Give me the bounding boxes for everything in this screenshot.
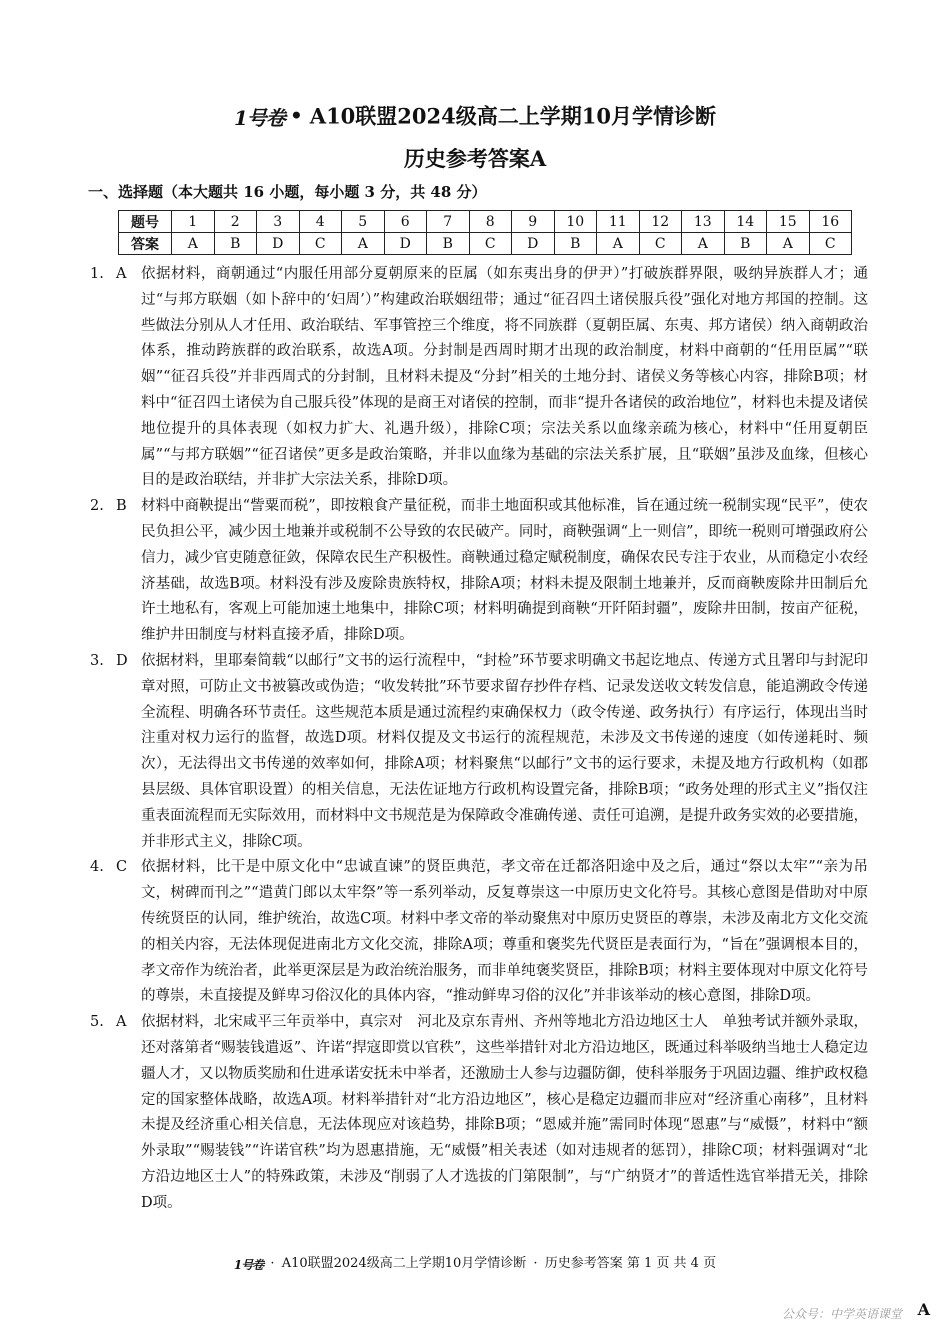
answer-cell: C — [469, 233, 512, 255]
question-number: 1. — [90, 266, 104, 282]
answer-letter: A — [116, 1014, 127, 1031]
footer-separator: · — [270, 1256, 275, 1271]
explanation-item — [88, 494, 868, 649]
answer-letter: B — [116, 498, 127, 515]
document-header — [0, 98, 950, 138]
answer-cell: B — [214, 233, 257, 255]
answer-cell: A — [597, 233, 640, 255]
question-number-cell: 6 — [384, 211, 427, 233]
footer-brand-logo: 1号卷 — [233, 1258, 264, 1272]
answer-cell: A — [342, 233, 385, 255]
answer-cell: C — [809, 233, 852, 255]
question-number-cell: 7 — [427, 211, 470, 233]
row-label: 答案 — [119, 233, 172, 255]
answer-letter: C — [116, 859, 128, 876]
question-number-cell: 16 — [809, 211, 852, 233]
explanation-list — [88, 262, 868, 1216]
question-number-cell: 10 — [554, 211, 597, 233]
explanation-item — [88, 262, 868, 494]
explanation-text: 依据材料，比干是中原文化中“忠诚直谏”的贤臣典范，孝文帝在迁都洛阳途中及之后，通过“祭以太牢”“亲为吊文，树碑而刊之”“遣黄门郎以太牢祭”等一系列举动，反复尊崇这一中原历史文化符号。其核心意图是借助对中原传统贤臣的认同，维护统治，故选C项。材料中孝文帝的举动聚焦对中原历史贤臣的尊崇，未涉及南北方文化交流的相关内容，无法体现促进南北方文化交流，排除A项；尊重和褒奖先代贤臣是表面行为，“旨在”强调根本目的，孝文帝作为统治者，此举更深层是为政治统治服务，而非单纯褒奖贤臣，排除B项；材料主要体现对中原文化符号的尊崇，未直接提及鲜卑习俗汉化的具体内容，“推动鲜卑习俗的汉化”并非该举动的核心意图，排除D项。 — [141, 859, 868, 1005]
explanation-item — [88, 649, 868, 855]
answer-cell: D — [512, 233, 555, 255]
answer-cell: A — [682, 233, 725, 255]
explanation-item — [88, 855, 868, 1010]
question-number-cell: 8 — [469, 211, 512, 233]
watermark: 公众号：中学英语课堂 — [781, 1307, 902, 1321]
brand-logo: 1号卷 — [234, 106, 285, 130]
answer-cell: C — [299, 233, 342, 255]
question-number-cell: 4 — [299, 211, 342, 233]
question-number: 5. — [90, 1014, 104, 1031]
question-number: 3. — [90, 652, 104, 669]
explanation-item — [88, 1010, 868, 1216]
answer-cell: C — [639, 233, 682, 255]
version-letter: A — [917, 1300, 930, 1319]
answer-letter: A — [116, 266, 127, 282]
question-number-cell: 9 — [512, 211, 555, 233]
question-number-cell: 3 — [257, 211, 300, 233]
explanation-text: 依据材料，里耶秦简载“以邮行”文书的运行流程中，“封检”环节要求明确文书起讫地点、传递方式且署印与封泥印章对照，可防止文书被篡改或伪造；“收发转批”环节要求留存抄件存档、记录发送收文转发信息，能追溯政令传递全流程、明确各环节责任。这些规范本质是通过流程约束确保权力（政令传递、政务执行）有序运行，体现出当时注重对权力运行的监督，故选D项。材料仅提及文书运行的流程规范，未涉及文书传递的速度（如传递耗时、频次），无法得出文书传递的效率如何，排除A项；材料聚焦“以邮行”文书的运行要求，未提及地方行政机构（如郡县层级、具体官职设置）的相关信息，无法佐证地方行政机构设置完备，排除B项；“政务处理的形式主义”指仅注重表面流程而无实际效用，而材料中文书规范是为保障政令准确传递、责任可追溯，是提升政务实效的必要措施，并非形式主义，排除C项。 — [141, 652, 868, 850]
explanation-text: 材料中商鞅提出“訾粟而税”，即按粮食产量征税，而非土地面积或其他标准，旨在通过统一税制实现“民平”，使农民负担公平，减少因土地兼并或税制不公导致的农民破产。同时，商鞅强调“上一则信”，即统一税则可增强政府公信力，减少官吏随意征敛，保障农民生产积极性。商鞅通过稳定赋税制度，确保农民专注于农业，从而稳定小农经济基础，故选B项。材料没有涉及废除贵族特权，排除A项；材料未提及限制土地兼并，反而商鞅废除井田制后允许土地私有，客观上可能加速土地集中，排除C项；材料明确提到商鞅“开阡陌封疆”，废除井田制，按亩产征税，维护井田制度与材料直接矛盾，排除D项。 — [141, 498, 868, 644]
question-number-cell: 5 — [342, 211, 385, 233]
question-number-cell: 1 — [172, 211, 215, 233]
document-title: A10联盟2024级高二上学期10月学情诊断 — [309, 103, 716, 129]
question-number: 2. — [90, 498, 104, 515]
section-heading: 一、选择题（本大题共 16 小题，每小题 3 分，共 48 分） — [88, 183, 487, 201]
answer-cell: D — [257, 233, 300, 255]
footer-page-total: 共 4 页 — [673, 1256, 717, 1271]
question-number-row — [119, 211, 852, 233]
document-subtitle: 历史参考答案A — [403, 146, 547, 171]
answer-cell: D — [384, 233, 427, 255]
answer-row — [119, 233, 852, 255]
question-number-cell: 11 — [597, 211, 640, 233]
footer-separator: · — [533, 1256, 538, 1271]
footer-title: A10联盟2024级高二上学期10月学情诊断 — [281, 1256, 527, 1271]
question-number: 4. — [90, 859, 104, 876]
question-number-cell: 2 — [214, 211, 257, 233]
footer-page-number: 第 1 页 — [626, 1256, 670, 1271]
answer-cell: B — [554, 233, 597, 255]
question-number-cell: 12 — [639, 211, 682, 233]
question-number-cell: 15 — [767, 211, 810, 233]
page-footer — [0, 1252, 950, 1274]
title-dot: • — [290, 103, 310, 128]
answer-key-table — [118, 210, 852, 255]
answer-cell: A — [172, 233, 215, 255]
answer-cell: B — [427, 233, 470, 255]
footer-subject: 历史参考答案 — [544, 1256, 623, 1271]
answer-cell: B — [724, 233, 767, 255]
question-number-cell: 13 — [682, 211, 725, 233]
explanation-text: 依据材料，北宋咸平三年贡举中，真宗对 河北及京东青州、齐州等地北方沿边地区士人 单独考试并额外录取，还对落第者“赐装钱遣返”、许诺“捍寇即赏以官秩”，这些举措针对北方沿边地区，既通过科举吸纳当地士人稳定边疆人才，又以物质奖励和仕进承诺安抚未中举者，还激励士人参与边疆防御，使科举服务于巩固边疆、维护政权稳定的国家整体战略，故选A项。材料举措针对“北方沿边地区”，核心是稳定边疆而非应对“经济重心南移”，且材料未提及经济重心相关信息，无法体现应对该趋势，排除B项；“恩威并施”需同时体现“恩惠”与“威慑”，材料中“额外录取”“赐装钱”“许诺官秩”均为恩惠措施，无“威慑”相关表述（如对违规者的惩罚），排除C项；材料强调对“北方沿边地区士人”的特殊政策，未涉及“削弱了人才选拔的门第限制”，与“广纳贤才”的普适性选官举措无关，排除D项。 — [141, 1014, 868, 1211]
answer-cell: A — [767, 233, 810, 255]
explanation-text: 依据材料，商朝通过“内服任用部分夏朝原来的臣属（如东夷出身的伊尹）”打破族群界限，吸纳异族群人才；通过“与邦方联姻（如卜辞中的‘妇周’）”构建政治联姻纽带；通过“征召四土诸侯服兵役”强化对地方邦国的控制。这些做法分别从人才任用、政治联结、军事管控三个维度，将不同族群（夏朝臣属、东夷、邦方诸侯）纳入商朝政治体系，推动跨族群的政治联系，故选A项。分封制是西周时期才出现的政治制度，材料中商朝的“任用臣属”“联姻”“征召兵役”并非西周式的分封制，且材料未提及“分封”相关的土地分封、诸侯义务等核心内容，排除B项；材料中“征召四土诸侯为自己服兵役”体现的是商王对诸侯的控制，而非“提升各诸侯的政治地位”，材料也未提及诸侯地位提升的具体表现（如权力扩大、礼遇升级），排除C项；宗法关系以血缘亲疏为核心，材料中“任用夏朝臣属”“与邦方联姻”“征召诸侯”更多是政治策略，并非以血缘为基础的宗法关系扩展，且“联姻”虽涉及血缘，但核心目的是政治联结，并非扩大宗法关系，排除D项。 — [141, 266, 868, 489]
answer-letter: D — [116, 652, 128, 669]
row-label: 题号 — [119, 211, 172, 233]
question-number-cell: 14 — [724, 211, 767, 233]
